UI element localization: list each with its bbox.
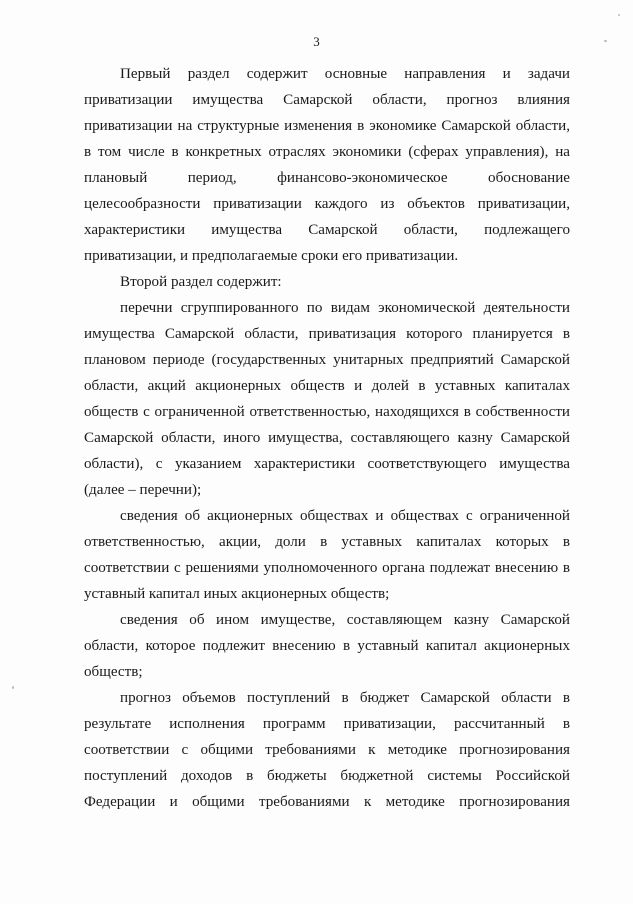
document-body xyxy=(84,61,570,815)
scan-speck xyxy=(12,686,14,689)
paragraph: сведения об акционерных обществах и обществах с ограниченной ответственностью, акции, доли в уставных капиталах которых в соответствии с решениями уполномоченного органа подлежат внесению в уставный капитал иных акционерных обществ; xyxy=(84,508,570,602)
paragraph: перечни сгруппированного по видам экономической деятельности имущества Самарской области, приватизация которого планируется в плановом периоде (государственных унитарных предприятий Самарской области, акций акционерных обществ и долей в уставных капиталах обществ с ограниченной ответственностью, находящихся в собственности Самарской области, иного имущества, составляющего казну Самарской области), с указанием характеристики соответствующего имущества (далее – перечни); xyxy=(84,300,570,498)
paragraph: Второй раздел содержит: xyxy=(120,274,282,290)
paragraph: сведения об ином имуществе, составляющем казну Самарской области, которое подлежит внесению в уставный капитал акционерных обществ; xyxy=(84,612,570,680)
scan-speck xyxy=(618,14,620,16)
scan-speck xyxy=(604,40,607,42)
paragraph: прогноз объемов поступлений в бюджет Самарской области в результате исполнения программ приватизации, рассчитанный в соответствии с общими требованиями к методике прогнозирования поступлений доходов в бюджеты бюджетной системы Российской Федерации и общими требованиями к методике прогнозирования xyxy=(84,690,570,810)
page-number: 3 xyxy=(313,34,320,49)
paragraph: Первый раздел содержит основные направления и задачи приватизации имущества Самарской области, прогноз влияния приватизации на структурные изменения в экономике Самарской области, в том числе в конкретных отраслях экономики (сферах управления), на плановый период, финансово-экономическое обоснование целесообразности приватизации каждого из объектов приватизации, характеристики имущества Самарской области, подлежащего приватизации, и предполагаемые сроки его приватизации. xyxy=(84,66,570,264)
